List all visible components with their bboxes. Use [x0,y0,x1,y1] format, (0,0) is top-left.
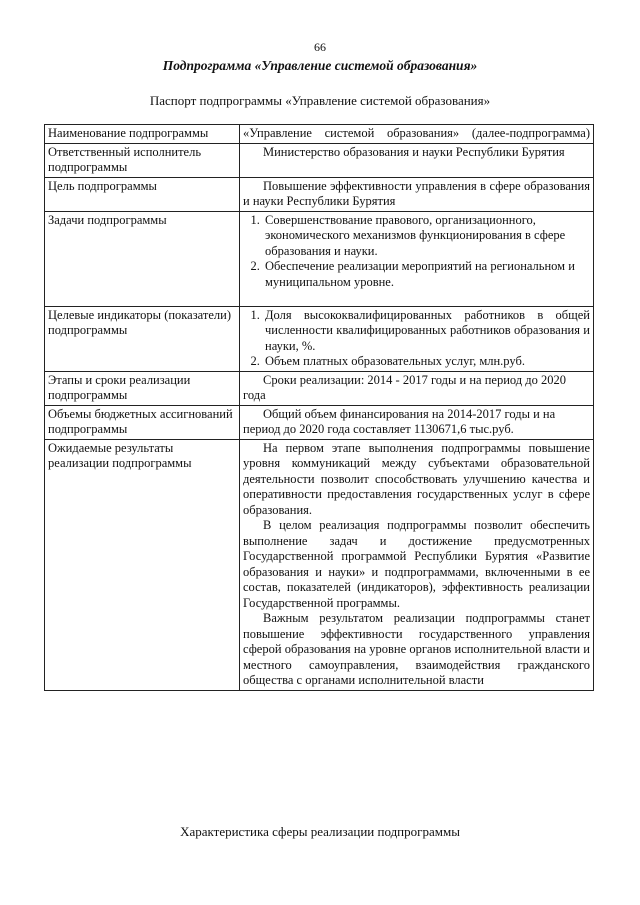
tasks-list [243,213,590,291]
table-row [45,143,594,177]
indicators-list [243,308,590,370]
row-value: Министерство образования и науки Республики Бурятия [240,143,594,177]
table-row [45,439,594,690]
row-value [240,439,594,690]
row-label: Ответственный исполнитель подпрограммы [45,143,240,177]
row-label: Этапы и сроки реализации подпрограммы [45,371,240,405]
table-row [45,405,594,439]
row-label: Задачи подпрограммы [45,211,240,306]
list-item: 2. Объем платных образовательных услуг, млн.руб. [263,354,590,370]
table-row [45,306,594,371]
table-row [45,125,594,144]
row-value: «Управление системой образования» (далее-подпрограмма) [240,125,594,144]
result-paragraph: На первом этапе выполнения подпрограммы повышение уровня коммуникаций между субъектами образовательной деятельности позволит способствовать улучшению качества и оперативности предоставления государственных услуг в сфере образования. [243,440,590,517]
row-label: Ожидаемые результаты реализации подпрограммы [45,439,240,690]
result-paragraph: В целом реализация подпрограммы позволит обеспечить выполнение задач и достижение предусмотренных Государственной программой Республики Бурятия «Развитие образования и науки» и подпрограммами, включенными в ее состав, показателей (индикаторов), эффективность реализации Государственной программы. [243,518,590,610]
page-number: 66 [314,40,326,54]
list-item: 2. Обеспечение реализации мероприятий на региональном и муниципальном уровне. [263,259,590,290]
result-paragraph: Важным результатом реализации подпрограммы станет повышение эффективности государственного управления сферой образования на уровне органов исполнительной власти и местного самоуправления, взаимодействия гражданского общества с органами исполнительной власти [243,611,590,687]
row-label: Наименование подпрограммы [45,125,240,144]
row-value [240,306,594,371]
list-item: 1. Доля высококвалифицированных работников в общей численности квалифицированных работников образования и науки, %. [263,308,590,355]
passport-subtitle: Паспорт подпрограммы «Управление системой образования» [149,93,491,108]
row-value: Повышение эффективности управления в сфере образования и науки Республики Бурятия [240,177,594,211]
row-value [240,211,594,306]
row-label: Цель подпрограммы [45,177,240,211]
row-label: Целевые индикаторы (показатели) подпрограммы [45,306,240,371]
passport-table [44,124,594,691]
subprogram-title: Подпрограмма «Управление системой образования» [162,58,478,73]
row-value: Общий объем финансирования на 2014-2017 годы и на период до 2020 года составляет 1130671,6 тыс.руб. [240,405,594,439]
section-heading: Характеристика сферы реализации подпрограммы [180,824,460,839]
table-row [45,177,594,211]
row-value: Сроки реализации: 2014 - 2017 годы и на период до 2020 года [240,371,594,405]
row-label: Объемы бюджетных ассигнований подпрограммы [45,405,240,439]
table-row [45,211,594,306]
list-item: 1. Совершенствование правового, организационного, экономического механизмов функционирования в сфере образования и науки. [263,213,590,260]
table-row [45,371,594,405]
